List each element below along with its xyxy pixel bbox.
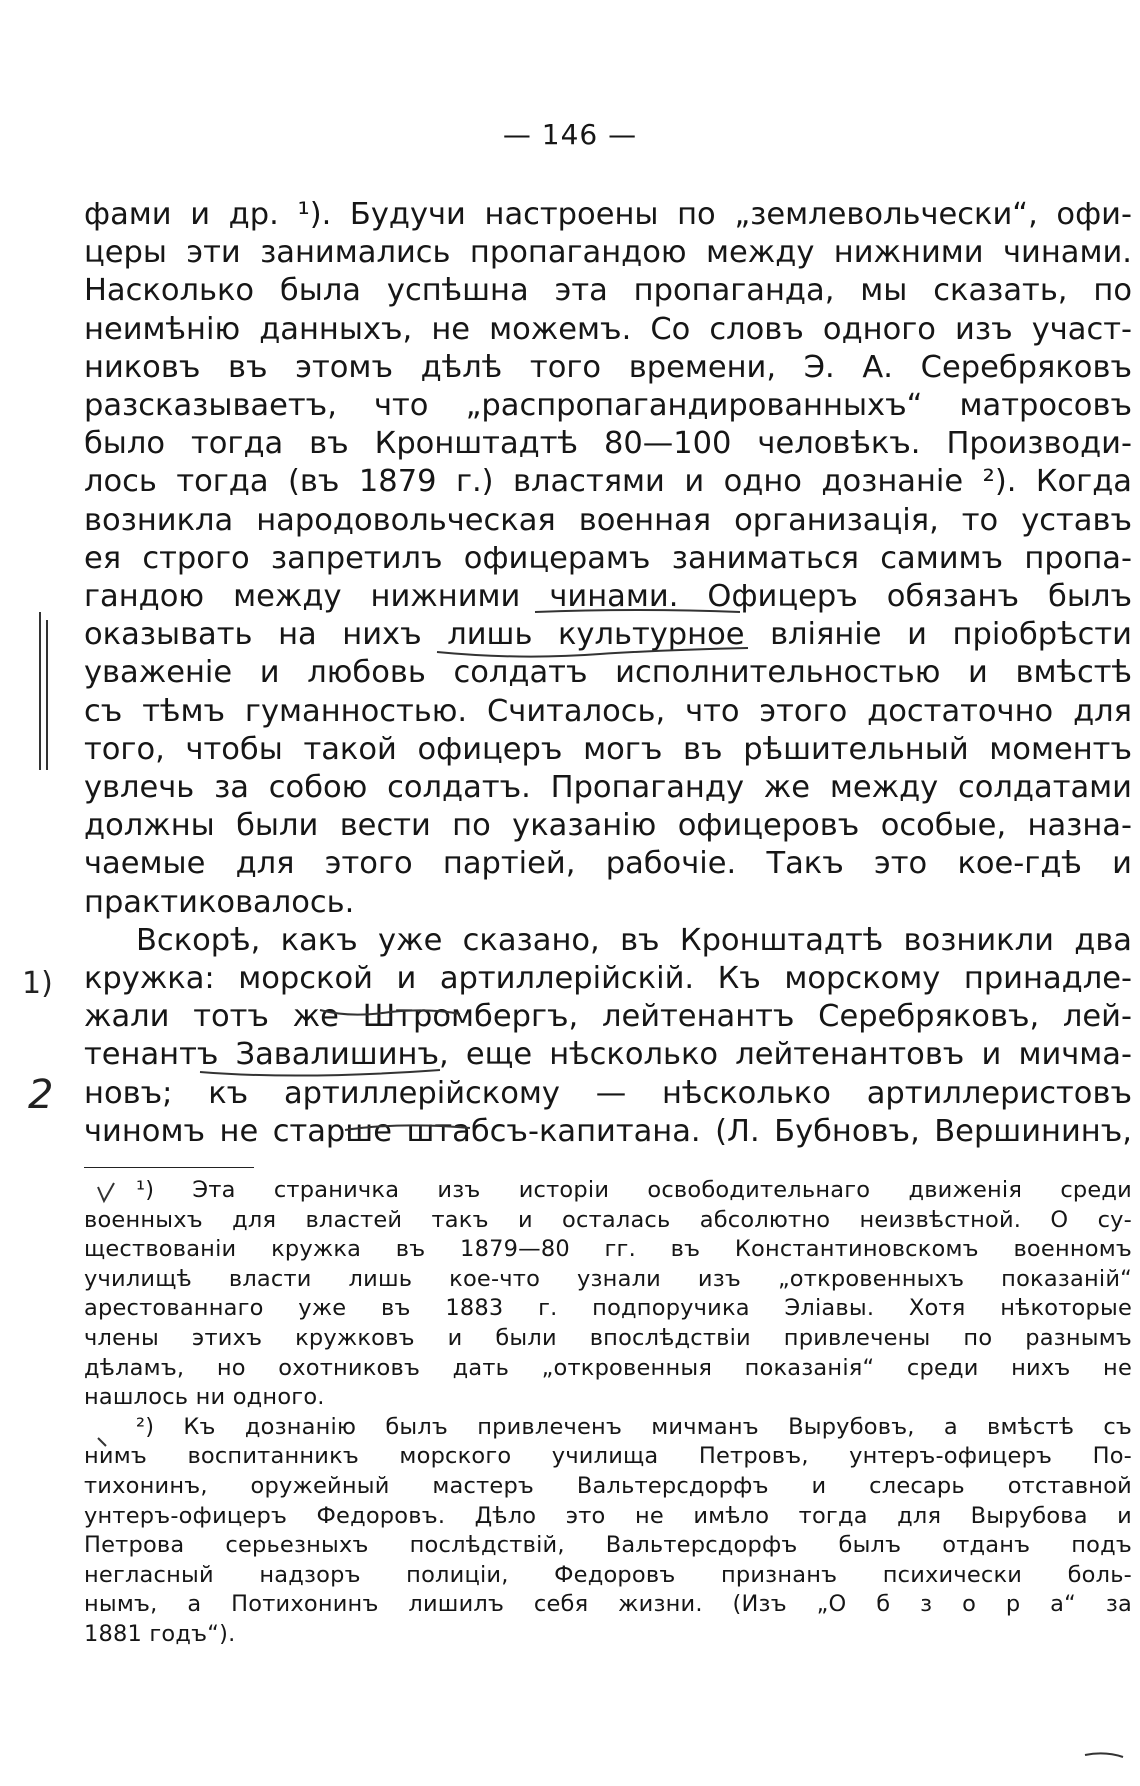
footnote-line: негласный надзоръ полиціи, Федоровъ признанъ психически боль- xyxy=(84,1561,1132,1588)
footnote-line: нимъ воспитанникъ морского училища Петровъ, унтеръ-офицеръ По- xyxy=(84,1443,1132,1470)
footnote-line: ²) Къ дознанію былъ привлеченъ мичманъ Вырубовъ, а вмѣстѣ съ xyxy=(136,1413,1132,1440)
underline-influence xyxy=(535,610,740,612)
text-line: гандою между нижними чинами. Офицеръ обязанъ былъ xyxy=(84,579,1132,615)
text-line: ея строго запретилъ офицерамъ заниматься самимъ пропа- xyxy=(84,540,1132,576)
text-line: Вскорѣ, какъ уже сказано, въ Кронштадтѣ возникли два xyxy=(136,922,1132,958)
text-line: новъ; къ артиллерійскому — нѣсколько артиллеристовъ xyxy=(84,1075,1132,1111)
footnote-line: 1881 годъ“). xyxy=(84,1620,236,1647)
footnote-line: члены этихъ кружковъ и были впослѣдствіи привлечены по разнымъ xyxy=(84,1324,1132,1351)
underline-zavalishin xyxy=(200,1070,440,1076)
text-line: разсказываетъ, что „распропагандированныхъ“ матросовъ xyxy=(84,388,1132,424)
text-line: неимѣнію данныхъ, не можемъ. Со словъ одного изъ участ- xyxy=(84,311,1132,347)
text-line: фами и др. ¹). Будучи настроены по „землевольчески“, офи- xyxy=(84,197,1132,232)
page-number: — 146 — xyxy=(502,118,638,151)
text-line: практиковалось. xyxy=(84,884,355,920)
margin-mark-2: 2 xyxy=(28,1072,54,1118)
footnote-line: унтеръ-офицеръ Федоровъ. Дѣло это не имѣло тогда для Вырубова и xyxy=(84,1502,1132,1529)
footnote-line: нымъ, а Потихонинъ лишилъ себя жизни. (Изъ „О б з о р а“ за xyxy=(84,1591,1132,1618)
footnote-line: Петрова серьезныхъ послѣдствій, Вальтерсдорфъ былъ отданъ подъ xyxy=(84,1532,1132,1559)
text-line: того, чтобы такой офицеръ могъ въ рѣшительный моментъ xyxy=(84,731,1132,767)
text-line: тенантъ Завалишинъ, еще нѣсколько лейтенантовъ и мичма- xyxy=(84,1037,1132,1073)
footnote-line: военныхъ для властей такъ и осталась абсолютно неизвѣстной. О су- xyxy=(84,1206,1132,1233)
underline-shtromberg xyxy=(320,1010,460,1015)
text-line: оказывать на нихъ лишь культурное вліяніе и пріобрѣсти xyxy=(84,617,1132,653)
text-line: лось тогда (въ 1879 г.) властями и одно дознаніе ²). Когда xyxy=(84,464,1132,500)
checkmark-2 xyxy=(98,1438,106,1446)
footnote-line: нашлось ни одного. xyxy=(84,1384,325,1411)
text-line: чиномъ не старше штабсъ-капитана. (Л. Бубновъ, Вершининъ, xyxy=(84,1113,1132,1149)
margin-mark-1: 1) xyxy=(22,966,53,1001)
text-line: жали тотъ же Штромбергъ, лейтенантъ Серебряковъ, лей- xyxy=(84,999,1132,1035)
text-line: Насколько была успѣшна эта пропаганда, мы сказать, по xyxy=(84,273,1132,309)
footnote-line: арестованнаго уже въ 1883 г. подпоручика Эліавы. Хотя нѣкоторые xyxy=(84,1295,1132,1322)
footnote-line: ¹) Эта страничка изъ исторіи освободительнаго движенія среди xyxy=(136,1177,1132,1203)
footnote-line: дѣламъ, но охотниковъ дать „откровенныя показанія“ среди нихъ не xyxy=(84,1354,1132,1381)
text-line: уваженіе и любовь солдатъ исполнительностью и вмѣстѣ xyxy=(84,655,1132,691)
overline-shtabs xyxy=(345,1125,470,1130)
footnote-line: ществованіи кружка въ 1879—80 гг. въ Константиновскомъ военномъ xyxy=(84,1236,1132,1263)
text-line: чаемые для этого партіей, рабочіе. Такъ это кое-гдѣ и xyxy=(84,846,1132,882)
text-line: возникла народовольческая военная организація, то уставъ xyxy=(84,502,1132,538)
footnote-line: тихонинъ, оружейный мастеръ Вальтерсдорфъ и слесарь отставной xyxy=(84,1472,1132,1499)
text-line: кружка: морской и артиллерійскій. Къ морскому принадле- xyxy=(84,961,1132,997)
checkmark-1 xyxy=(98,1183,114,1201)
text-line: церы эти занимались пропагандою между нижними чинами. xyxy=(84,235,1132,271)
text-line: съ тѣмъ гуманностью. Считалось, что этого достаточно для xyxy=(84,693,1132,729)
text-line: было тогда въ Кронштадтѣ 80—100 человѣкъ. Производи- xyxy=(84,426,1132,462)
text-line: никовъ въ этомъ дѣлѣ того времени, Э. А. Серебряковъ xyxy=(84,349,1132,385)
text-line: должны были вести по указанію офицеровъ особые, назна- xyxy=(84,808,1132,844)
text-line: увлечь за собою солдатъ. Пропаганду же между солдатами xyxy=(84,770,1132,806)
underline-culture xyxy=(437,648,748,657)
footnote-line: училищѣ власти лишь кое-что узнали изъ „откровенныхъ показаній“ xyxy=(84,1265,1132,1292)
stray-mark xyxy=(1085,1753,1123,1757)
